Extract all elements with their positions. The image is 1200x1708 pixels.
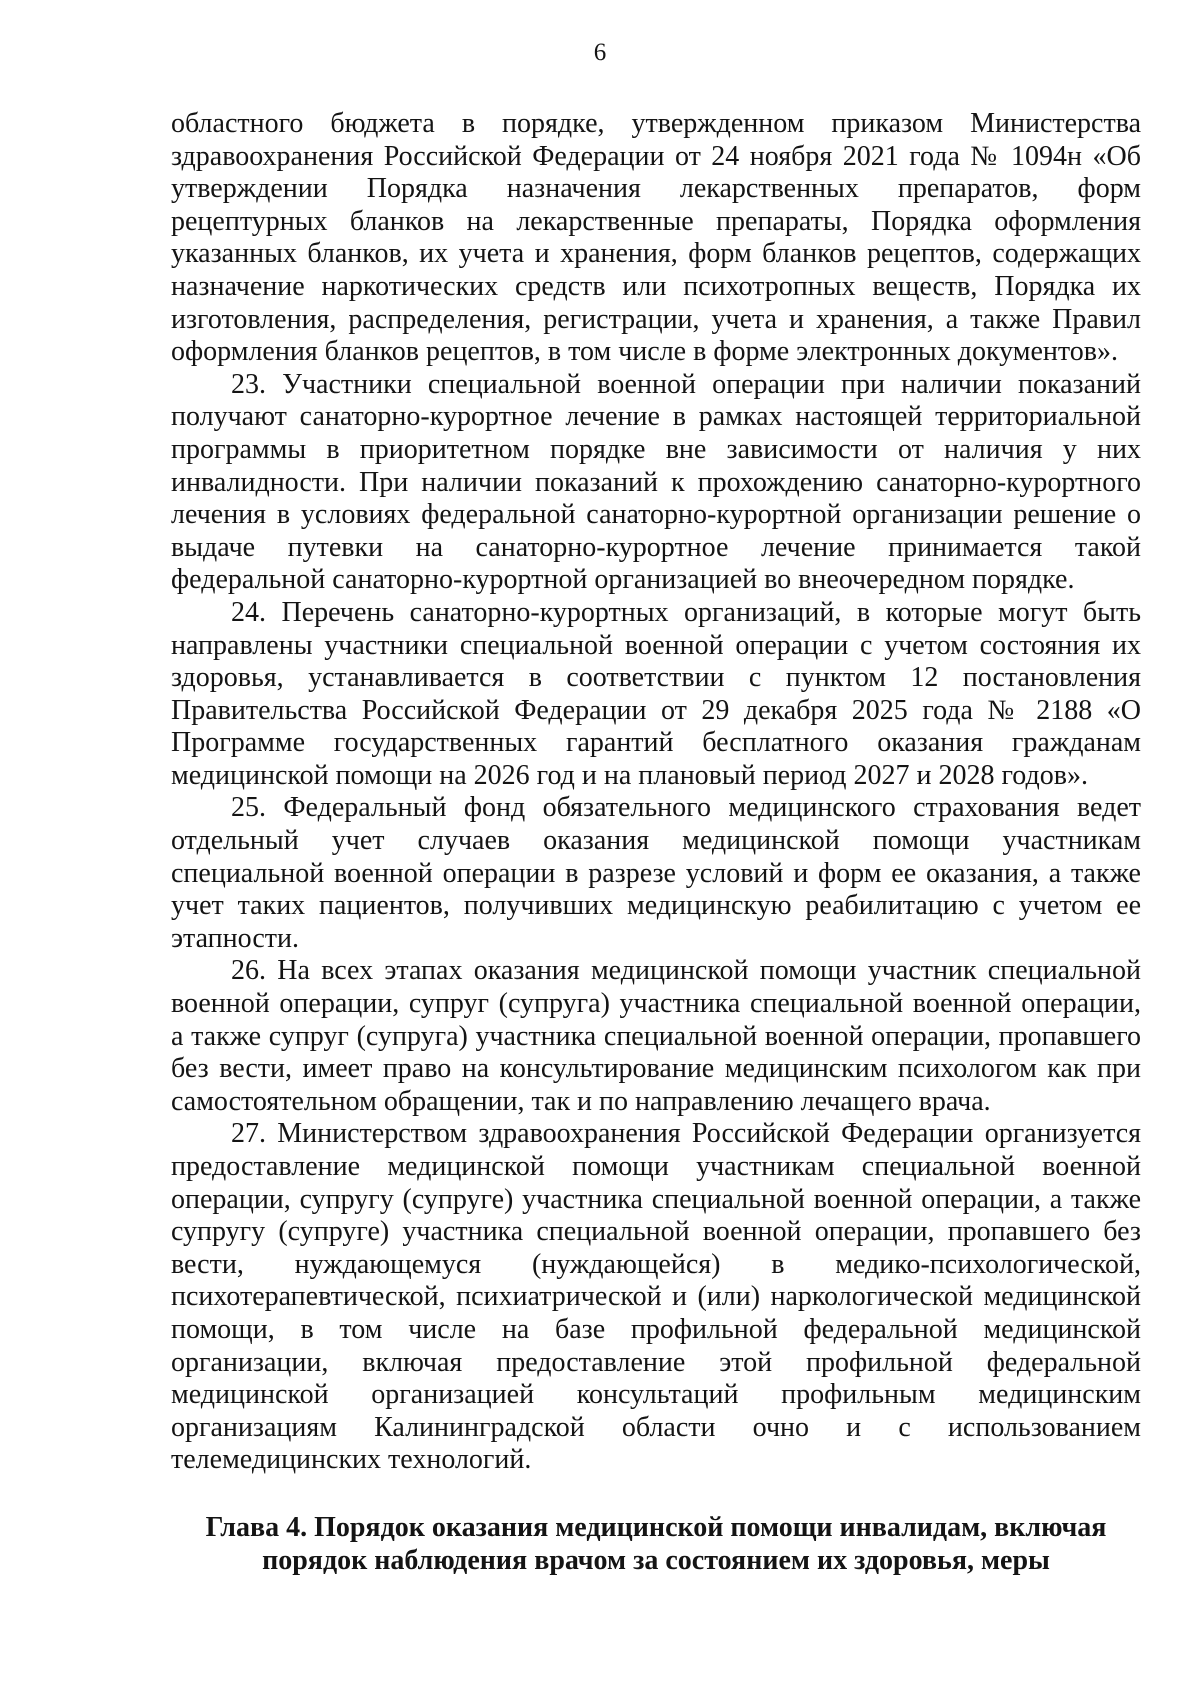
paragraph-26: 26. На всех этапах оказания медицинской помощи участник специальной военной операции, супруг (супруга) участника специальной военной операции, а также супруг (супруга) участника специальной военной операции, пропавшего без вести, имеет право на консультирование медицинским психологом как при самостоятельном обращении, так и по направлению лечащего врача. — [171, 955, 1141, 1117]
paragraph-23: 23. Участники специальной военной операции при наличии показаний получают санаторно-курортное лечение в рамках настоящей территориальной программы в приоритетном порядке вне зависимости от наличия у них инвалидности. При наличии показаний к прохождению санаторно-курортного лечения в условиях федеральной санаторно-курортной организации решение о выдаче путевки на санаторно-курортное лечение принимается такой федеральной санаторно-курортной организацией во внеочередном порядке. — [171, 368, 1141, 596]
paragraph-25: 25. Федеральный фонд обязательного медицинского страхования ведет отдельный учет случаев оказания медицинской помощи участникам специальной военной операции в разрезе условий и форм ее оказания, а также учет таких пациентов, получивших медицинскую реабилитацию с учетом ее этапности. — [171, 792, 1141, 954]
page-number: 6 — [593, 39, 607, 66]
chapter-heading-line-1: Глава 4. Порядок оказания медицинской помощи инвалидам, включая — [205, 1512, 1107, 1543]
document-body — [171, 108, 1141, 1477]
paragraph-27: 27. Министерством здравоохранения Российской Федерации организуется предоставление медицинской помощи участникам специальной военной операции, супругу (супруге) участника специальной военной операции, а также супругу (супруге) участника специальной военной операции, пропавшего без вести, нуждающемуся (нуждающейся) в медико-психологической, психотерапевтической, психиатрической и (или) наркологической медицинской помощи, в том числе на базе профильной федеральной медицинской организации, включая предоставление этой профильной федеральной медицинской организацией консультаций профильным медицинским организациям Калининградской области очно и с использованием телемедицинских технологий. — [171, 1118, 1141, 1476]
paragraph-continuation: областного бюджета в порядке, утвержденном приказом Министерства здравоохранения Российской Федерации от 24 ноября 2021 года № 1094н «Об утверждении Порядка назначения лекарственных препаратов, форм рецептурных бланков на лекарственные препараты, Порядка оформления указанных бланков, их учета и хранения, форм бланков рецептов, содержащих назначение наркотических средств или психотропных веществ, Порядка их изготовления, распределения, регистрации, учета и хранения, а также Правил оформления бланков рецептов, в том числе в форме электронных документов». — [171, 108, 1141, 368]
paragraph-24: 24. Перечень санаторно-курортных организаций, в которые могут быть направлены участники специальной военной операции с учетом состояния их здоровья, устанавливается в соответствии с пунктом 12 постановления Правительства Российской Федерации от 29 декабря 2025 года № 2188 «О Программе государственных гарантий бесплатного оказания гражданам медицинской помощи на 2026 год и на плановый период 2027 и 2028 годов». — [171, 596, 1141, 791]
chapter-heading-line-2: порядок наблюдения врачом за состоянием их здоровья, меры — [262, 1544, 1050, 1576]
chapter-heading — [171, 1512, 1141, 1577]
